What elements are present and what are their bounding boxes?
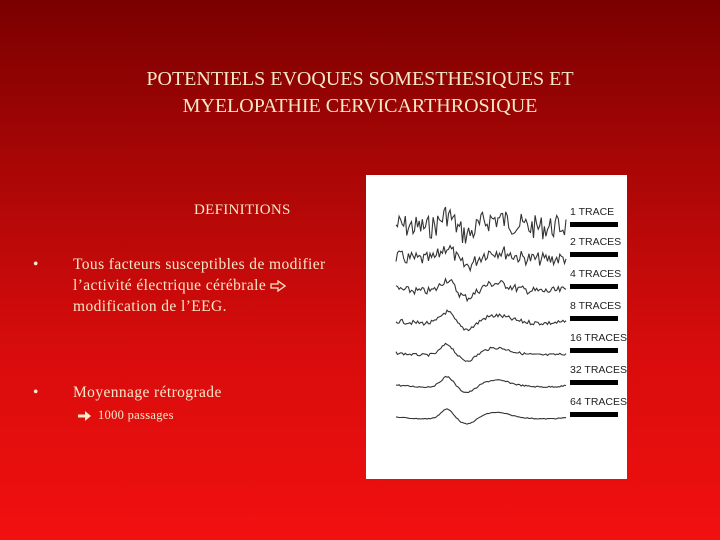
trace-waveform — [396, 279, 566, 301]
trace-label: 32 TRACES — [570, 364, 627, 376]
trace-label: 8 TRACES — [570, 300, 622, 312]
scale-bar — [570, 316, 618, 321]
bullet-text-1-part-1: Tous facteurs susceptibles de modifier l’activité électrique cérébrale — [73, 256, 326, 294]
trace-waveform — [396, 310, 566, 331]
evoked-potential-traces — [366, 175, 627, 479]
trace-label: 2 TRACES — [570, 236, 622, 248]
bullet-dot: • — [33, 384, 39, 401]
arrow-right-icon — [78, 410, 92, 422]
sub-bullet-text: 1000 passages — [98, 408, 174, 422]
section-subtitle: DEFINITIONS — [194, 202, 291, 218]
averaging-figure — [366, 175, 627, 479]
scale-bar — [570, 380, 618, 385]
bullet-text-1-part-2: modification de l’EEG. — [73, 298, 227, 315]
trace-label: 1 TRACE — [570, 206, 615, 218]
trace-label: 16 TRACES — [570, 332, 627, 344]
trace-waveform — [396, 409, 566, 424]
trace-label: 64 TRACES — [570, 396, 627, 408]
scale-bar — [570, 222, 618, 227]
sub-bullet — [78, 408, 174, 423]
trace-waveform — [396, 376, 566, 392]
scale-bar — [570, 412, 618, 417]
bullet-text-2: Moyennage rétrograde — [73, 384, 222, 401]
title-line-1: POTENTIELS EVOQUES SOMESTHESIQUES ET — [146, 68, 574, 90]
trace-waveform — [396, 246, 566, 271]
scale-bar — [570, 284, 618, 289]
trace-waveform — [396, 207, 566, 243]
trace-waveform — [396, 343, 566, 361]
bullet-text-1 — [73, 254, 343, 317]
trace-label: 4 TRACES — [570, 268, 622, 280]
bullet-dot: • — [33, 256, 39, 273]
scale-bar — [570, 348, 618, 353]
slide-title — [40, 66, 680, 120]
title-line-2: MYELOPATHIE CERVICARTHROSIQUE — [182, 95, 538, 117]
hollow-arrow-icon — [270, 280, 286, 292]
scale-bar — [570, 252, 618, 257]
